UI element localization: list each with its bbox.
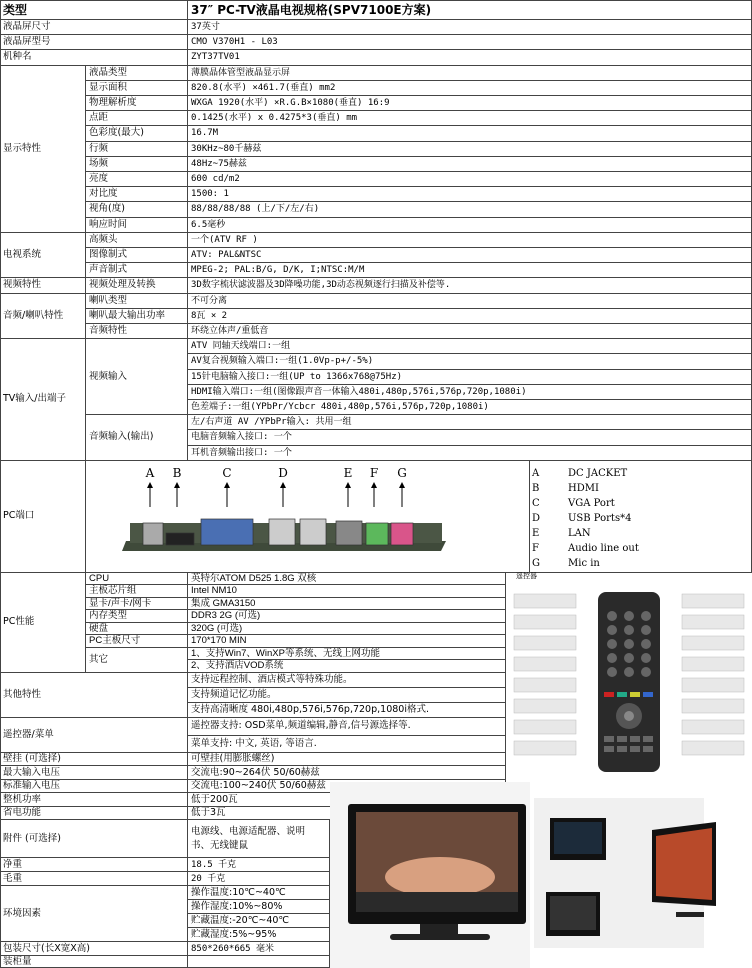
group-label: 音频/喇叭特性 [0,294,86,340]
usb-port [300,519,326,545]
tv-stand-neck [420,924,458,934]
spec-value: ZYT37TV01 [188,50,752,65]
legend-name: VGA Port [568,497,615,509]
remote-key [624,639,634,649]
remote-key [607,611,617,621]
spec-value: 88/88/88/88 (上/下/左/右) [188,202,752,217]
spec-label: 喇叭最大输出功率 [86,309,188,324]
spec-value: AV复合视频输入端口:一组(1.0Vp-p+/-5%) [188,354,752,369]
remote-key [624,611,634,621]
spec-label: 视频输入 [86,339,188,415]
spec-value: 操作温度:10℃~40℃ [188,886,330,900]
spec-label: 色彩度(最大) [86,126,188,141]
spec-label: 显示面积 [86,81,188,96]
spec-value: DDR3 2G (可选) [188,610,506,623]
remote-key [607,667,617,677]
remote-caption-left [514,594,576,608]
remote-key [630,746,640,752]
remote-caption-left [514,657,576,671]
spec-value: CMO V370H1 - L03 [188,35,752,50]
hdmi-port [166,533,194,545]
arrow-head [147,482,153,488]
spec-label: 壁挂 (可选择) [0,753,188,767]
legend-key: D [532,512,541,524]
remote-color-key [617,692,627,697]
remote-key [607,653,617,663]
remote-caption-left [514,720,576,734]
usb-port [269,519,295,545]
group-label: 显示特性 [0,66,86,233]
legend-name: LAN [568,527,591,539]
legend-name: HDMI [568,482,599,494]
remote-caption-right [682,657,744,671]
spec-label: 附件 (可选择) [0,820,188,858]
spec-value: 3D数字梳状滤波器及3D降噪功能,3D动态视频逐行扫描及补偿等. [188,278,752,293]
spec-label: 行频 [86,142,188,157]
spec-value: 色差端子:一组(YPbPr/Ycbcr 480i,480p,576i,576p,720p,1080i) [188,400,752,415]
spec-value: 1、支持Win7、WinXP等系统、无线上网功能 [188,648,506,661]
remote-key [643,746,653,752]
spec-value: 耳机音频输出接口: 一个 [188,446,752,461]
spec-label: 包装尺寸(长X宽X高) [0,942,188,956]
spec-value: 600 cd/m2 [188,172,752,187]
mic-port [391,523,413,545]
screen-reflection [356,892,518,912]
arrow-head [345,482,351,488]
spec-value: 支持高清晰度 480i,480p,576i,576p,720p,1080i格式. [188,703,506,718]
spec-label: 场频 [86,157,188,172]
spec-label: 类型 [0,0,188,20]
remote-key [624,667,634,677]
remote-key [641,625,651,635]
remote-illustration [506,568,752,778]
remote-caption-right [682,615,744,629]
spec-value: 37英寸 [188,20,752,35]
spec-label: 液晶类型 [86,66,188,81]
remote-caption-right [682,594,744,608]
vga-port [201,519,253,545]
spec-value: 交流电:100~240伏 50/60赫兹 [188,780,506,794]
spec-value: 850*260*665 毫米 [188,942,330,956]
small-tv-1-screen [554,822,602,854]
spec-value: MPEG-2; PAL:B/G, D/K, I;NTSC:M/M [188,263,752,278]
spec-value: 英特尔ATOM D525 1.8G 双核 [188,573,506,586]
spec-value: 20 千克 [188,872,330,886]
angled-tv-base [676,912,704,917]
lan-port [336,521,362,545]
spec-value: 48Hz~75赫兹 [188,157,752,172]
spec-label: 声音制式 [86,263,188,278]
group-label: PC端口 [0,461,86,573]
spec-value: 交流电:90~264伏 50/60赫兹 [188,766,506,780]
product-photos [330,782,752,968]
spec-value: 820.8(水平) ×461.7(垂直) mm2 [188,81,752,96]
spec-value: 低于200瓦 [188,793,506,807]
spec-value: 30KHz~80千赫兹 [188,142,752,157]
spec-label: 毛重 [0,872,188,886]
spec-label: 净重 [0,858,188,872]
remote-caption-right [682,699,744,713]
spec-value: 支持频道记忆功能。 [188,688,506,703]
spec-label: 高频头 [86,233,188,248]
pc-port-board [86,461,530,573]
spec-value: 1500: 1 [188,187,752,202]
port-letter-E: E [343,465,353,480]
remote-key [604,746,614,752]
spec-value: 薄膜晶体管型液晶显示屏 [188,66,752,81]
remote-key [624,653,634,663]
spec-label: 音频特性 [86,324,188,339]
spec-value: 电脑音频输入接口: 一个 [188,430,752,445]
remote-color-key [630,692,640,697]
remote-key [630,736,640,742]
remote-key [604,736,614,742]
spec-value: 操作湿度:10%~80% [188,900,330,914]
spec-label: 最大输入电压 [0,766,188,780]
spec-value: HDMI输入端口:一组(图像跟声音一体输入480i,480p,576i,576p,720p,1080i) [188,385,752,400]
spec-value: 贮藏温度:-20℃~40℃ [188,914,330,928]
arrow-head [224,482,230,488]
legend-key: F [532,542,539,554]
port-letter-B: B [172,465,182,480]
spec-label: 内存类型 [86,610,188,623]
arrow-head [399,482,405,488]
spec-value: 16.7M [188,126,752,141]
spec-value: 低于3瓦 [188,807,506,821]
remote-color-key [604,692,614,697]
spec-value: 18.5 千克 [188,858,330,872]
spec-value [188,956,330,968]
legend-name: Audio line out [568,542,639,554]
remote-key [624,625,634,635]
port-letter-A: A [145,465,155,480]
spec-label: 主板芯片组 [86,585,188,598]
remote-caption-left [514,678,576,692]
spec-label: 显卡/声卡/网卡 [86,598,188,611]
spec-value [188,820,330,858]
audio-out-port [366,523,388,545]
small-tv-2-screen [550,896,596,930]
spec-value: 8瓦 × 2 [188,309,752,324]
remote-key [607,639,617,649]
spec-value: ATV 同轴天线端口:一组 [188,339,752,354]
spec-value: 贮藏湿度:5%~95% [188,928,330,942]
remote-key [617,746,627,752]
spec-label: CPU [86,573,188,586]
spec-label: 液晶屏尺寸 [0,20,188,35]
remote-key [617,736,627,742]
accessory-line: 电源线、电源适配器、说明 [191,825,306,837]
spec-value: 6.5毫秒 [188,218,752,233]
remote-key [641,653,651,663]
port-letter-C: C [222,465,232,480]
remote-key [641,639,651,649]
spec-value: 左/右声道 AV /YPbPr输入: 共用一组 [188,415,752,430]
group-label: 遥控器/菜单 [0,718,188,752]
legend-key: G [532,557,540,569]
spec-value: 15针电脑输入接口:一组(UP to 1366x768@75Hz) [188,370,752,385]
legend-name: USB Ports*4 [568,512,632,524]
remote-caption-left [514,615,576,629]
arrow-head [280,482,286,488]
remote-caption-left [514,699,576,713]
group-label: TV输入/出端子 [0,339,86,461]
spec-value: 环绕立体声/重低音 [188,324,752,339]
spec-label: 对比度 [86,187,188,202]
spec-label: 音频输入(输出) [86,415,188,461]
remote-ok-key [624,711,634,721]
port-letter-G: G [397,465,407,480]
legend-key: A [532,467,540,479]
spec-value: 不可分离 [188,294,752,309]
spec-label: 机种名 [0,50,188,65]
tv-stand-base [390,934,490,940]
spec-label: 视角(度) [86,202,188,217]
group-label: 其他特性 [0,673,188,719]
spec-label: 图像制式 [86,248,188,263]
spec-label: 视频处理及转换 [86,278,188,293]
spec-label: 装柜量 [0,956,188,968]
spec-label: 喇叭类型 [86,294,188,309]
port-letter-D: D [278,465,288,480]
spec-value: 170*170 MIN [188,635,506,648]
spec-label: 标准输入电压 [0,780,188,794]
remote-caption-right [682,720,744,734]
group-label: PC性能 [0,573,86,673]
group-label: 电视系统 [0,233,86,279]
arrow-head [371,482,377,488]
remote-key [643,736,653,742]
spec-label: 点距 [86,111,188,126]
spec-label: 亮度 [86,172,188,187]
legend-name: DC JACKET [568,467,628,479]
pc-port-legend [530,461,752,573]
remote-color-key [643,692,653,697]
sheet-title: 37″ PC-TV液晶电视规格(SPV7100E方案) [188,0,752,20]
remote-caption-right [682,678,744,692]
remote-title: 遥控器 [516,572,537,580]
accessory-line: 书、无线键鼠 [191,839,249,851]
legend-key: E [532,527,540,539]
spec-value: 0.1425(水平) x 0.4275*3(垂直) mm [188,111,752,126]
legend-name: Mic in [568,557,600,569]
spec-value: 2、支持酒店VOD系统 [188,660,506,673]
remote-caption-left [514,741,576,755]
spec-value: Intel NM10 [188,585,506,598]
spec-value: 菜单支持: 中文, 英语, 等语言. [188,736,506,753]
spec-value: ATV: PAL&NTSC [188,248,752,263]
spec-label: 液晶屏型号 [0,35,188,50]
spec-value: 支持远程控制、酒店模式等特殊功能。 [188,673,506,688]
spec-value: 遥控器支持: OSD菜单,频道编辑,静音,信号源选择等. [188,718,506,735]
spec-value: 320G (可选) [188,623,506,636]
port-letter-F: F [369,465,379,480]
spec-label: 硬盘 [86,623,188,636]
remote-caption-right [682,741,744,755]
spec-value: 可壁挂(用膨胀螺丝) [188,753,506,767]
remote-caption-right [682,636,744,650]
remote-key [641,667,651,677]
spec-label: 其它 [86,648,188,673]
remote-caption-left [514,636,576,650]
arrow-head [174,482,180,488]
legend-key: C [532,497,540,509]
spec-label: 整机功率 [0,793,188,807]
angled-tv-screen [656,828,712,900]
spec-label: 环境因素 [0,886,188,942]
remote-key [641,611,651,621]
spec-label: PC主板尺寸 [86,635,188,648]
spec-value: 一个(ATV RF ) [188,233,752,248]
remote-key [607,625,617,635]
spec-value: WXGA 1920(水平) ×R.G.B×1080(垂直) 16:9 [188,96,752,111]
legend-key: B [532,482,540,494]
screen-figure [385,857,495,897]
group-label: 视频特性 [0,278,86,293]
spec-label: 物理解析度 [86,96,188,111]
spec-label: 响应时间 [86,218,188,233]
spec-label: 省电功能 [0,807,188,821]
dc-jack [143,523,163,545]
spec-value: 集成 GMA3150 [188,598,506,611]
